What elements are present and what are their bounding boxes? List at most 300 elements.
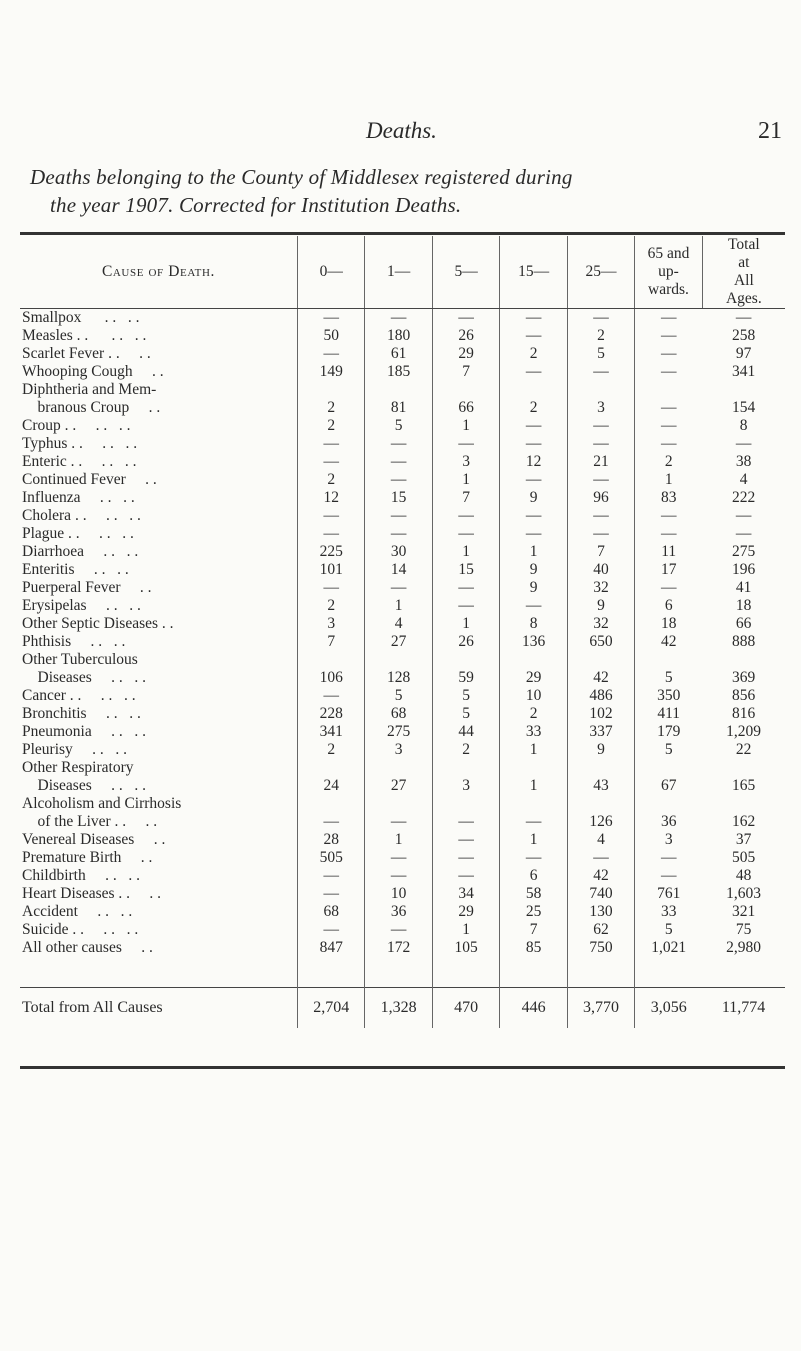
age-65-upwards-cell: 18 xyxy=(635,615,702,633)
age-0-cell xyxy=(297,759,364,777)
age-5-cell: 15 xyxy=(432,561,499,579)
age-1-cell: 172 xyxy=(365,939,432,957)
total-all-ages-cell: 41 xyxy=(735,579,752,596)
age-25-cell: 9 xyxy=(567,597,634,615)
table-row xyxy=(20,543,785,561)
age-25-cell: — xyxy=(567,849,634,867)
age-0-cell: 28 xyxy=(297,831,364,849)
running-head xyxy=(0,118,801,148)
total-age-1: 1,328 xyxy=(365,988,432,1029)
header-cause: Cause of Death. xyxy=(20,236,297,309)
caption-line-1: Deaths belonging to the County of Middlesex registered during xyxy=(30,165,573,189)
cause-cell: Measles . . . . . . xyxy=(22,327,147,344)
age-25-cell: — xyxy=(567,309,634,328)
age-5-cell: 59 xyxy=(432,669,499,687)
age-65-upwards-cell: — xyxy=(635,435,702,453)
age-25-cell: — xyxy=(567,435,634,453)
age-15-cell: — xyxy=(500,597,567,615)
age-0-cell: 341 xyxy=(297,723,364,741)
age-25-cell: 650 xyxy=(567,633,634,651)
caption-line-2: the year 1907. Corrected for Institution Deaths. xyxy=(50,193,462,217)
total-all-ages-cell: 321 xyxy=(731,903,756,920)
total-age-5: 470 xyxy=(432,988,499,1029)
table-row xyxy=(20,345,785,363)
age-25-cell: 42 xyxy=(567,669,634,687)
age-5-cell: 7 xyxy=(432,489,499,507)
age-25-cell: 337 xyxy=(567,723,634,741)
table-row xyxy=(20,381,785,399)
age-5-cell: 7 xyxy=(432,363,499,381)
age-25-cell: 126 xyxy=(567,813,634,831)
table-row xyxy=(20,417,785,435)
age-1-cell: 3 xyxy=(365,741,432,759)
total-all-ages: 11,774 xyxy=(702,988,785,1029)
age-5-cell: 1 xyxy=(432,543,499,561)
running-title: Deaths. xyxy=(366,118,437,143)
age-25-cell: 750 xyxy=(567,939,634,957)
age-15-cell: — xyxy=(500,525,567,543)
age-25-cell: — xyxy=(567,471,634,489)
age-65-upwards-cell: 17 xyxy=(635,561,702,579)
age-1-cell xyxy=(365,759,432,777)
deaths-table xyxy=(20,236,785,1028)
table-row xyxy=(20,399,785,417)
table-row xyxy=(20,741,785,759)
table-row xyxy=(20,651,785,669)
table-row xyxy=(20,867,785,885)
total-all-ages-cell: 48 xyxy=(735,867,752,884)
table-row xyxy=(20,705,785,723)
age-65-upwards-cell: — xyxy=(635,579,702,597)
total-all-ages-cell: — xyxy=(735,525,752,542)
total-all-ages-cell: 505 xyxy=(731,849,756,866)
cause-cell: Cholera . . . . . . xyxy=(22,507,141,524)
total-all-ages-cell: — xyxy=(735,507,752,524)
table-row xyxy=(20,525,785,543)
age-65-upwards-cell: 83 xyxy=(635,489,702,507)
total-all-ages-cell: 1,209 xyxy=(726,723,762,740)
cause-cell: Continued Fever . . xyxy=(22,471,157,488)
age-15-cell: 33 xyxy=(500,723,567,741)
table-row xyxy=(20,615,785,633)
age-5-cell xyxy=(432,381,499,399)
age-0-cell: 7 xyxy=(297,633,364,651)
age-5-cell: 1 xyxy=(432,417,499,435)
age-65-upwards-cell: 36 xyxy=(635,813,702,831)
table-body xyxy=(20,309,785,958)
table-row xyxy=(20,633,785,651)
age-5-cell: 1 xyxy=(432,615,499,633)
age-1-cell: — xyxy=(365,921,432,939)
cause-cell: Scarlet Fever . . . . xyxy=(22,345,151,362)
age-0-cell: 2 xyxy=(297,741,364,759)
total-all-ages-cell: 165 xyxy=(731,777,756,794)
age-1-cell: 30 xyxy=(365,543,432,561)
age-5-cell: 26 xyxy=(432,327,499,345)
table-row xyxy=(20,309,785,328)
table-row xyxy=(20,597,785,615)
total-all-ages-cell: — xyxy=(735,309,752,326)
age-25-cell: — xyxy=(567,363,634,381)
cause-cell: Suicide . . . . . . xyxy=(22,921,139,938)
cause-cell: of the Liver . . . . xyxy=(22,813,158,830)
age-65-upwards-cell xyxy=(635,795,702,813)
table-row xyxy=(20,939,785,957)
table-row xyxy=(20,435,785,453)
table-row xyxy=(20,813,785,831)
age-65-upwards-cell xyxy=(635,381,702,399)
age-5-cell: 1 xyxy=(432,921,499,939)
header-total-all-ages: Total at All Ages. xyxy=(702,236,785,309)
age-15-cell: 1 xyxy=(500,831,567,849)
table-row xyxy=(20,831,785,849)
table-row xyxy=(20,723,785,741)
age-1-cell: 36 xyxy=(365,903,432,921)
table-row xyxy=(20,885,785,903)
total-all-ages-cell: 258 xyxy=(731,327,756,344)
total-all-ages-cell: 369 xyxy=(731,669,756,686)
table-row xyxy=(20,363,785,381)
age-25-cell: 4 xyxy=(567,831,634,849)
age-1-cell: 4 xyxy=(365,615,432,633)
header-age-0: 0— xyxy=(297,236,364,309)
age-15-cell xyxy=(500,759,567,777)
age-15-cell: — xyxy=(500,813,567,831)
table-row xyxy=(20,687,785,705)
age-0-cell: 2 xyxy=(297,471,364,489)
bottom-rule xyxy=(20,1066,785,1069)
age-25-cell xyxy=(567,381,634,399)
age-65-upwards-cell: — xyxy=(635,345,702,363)
table-row xyxy=(20,579,785,597)
age-65-upwards-cell: — xyxy=(635,417,702,435)
age-5-cell: — xyxy=(432,813,499,831)
total-all-ages-cell xyxy=(702,651,785,669)
age-1-cell: 180 xyxy=(365,327,432,345)
age-15-cell: 25 xyxy=(500,903,567,921)
cause-cell: Childbirth . . . . xyxy=(22,867,140,884)
total-all-ages-cell: 196 xyxy=(731,561,756,578)
cause-cell: Puerperal Fever . . xyxy=(22,579,152,596)
age-5-cell: 29 xyxy=(432,345,499,363)
age-65-upwards-cell: — xyxy=(635,399,702,417)
age-0-cell: 2 xyxy=(297,399,364,417)
age-5-cell xyxy=(432,795,499,813)
age-25-cell: 102 xyxy=(567,705,634,723)
table-caption xyxy=(30,163,790,219)
age-5-cell: — xyxy=(432,597,499,615)
age-15-cell: 29 xyxy=(500,669,567,687)
age-65-upwards-cell: 6 xyxy=(635,597,702,615)
age-1-cell xyxy=(365,651,432,669)
age-25-cell: 9 xyxy=(567,741,634,759)
age-15-cell: 2 xyxy=(500,345,567,363)
age-1-cell: 275 xyxy=(365,723,432,741)
age-0-cell: 225 xyxy=(297,543,364,561)
age-25-cell: — xyxy=(567,507,634,525)
total-all-ages-cell: 1,603 xyxy=(726,885,762,902)
age-0-cell: 505 xyxy=(297,849,364,867)
age-5-cell: 5 xyxy=(432,705,499,723)
cause-cell: Whooping Cough . . xyxy=(22,363,164,380)
age-5-cell: 29 xyxy=(432,903,499,921)
age-1-cell: 1 xyxy=(365,831,432,849)
cause-cell: All other causes . . xyxy=(22,939,153,956)
age-25-cell xyxy=(567,651,634,669)
age-0-cell: 228 xyxy=(297,705,364,723)
age-15-cell: 9 xyxy=(500,489,567,507)
cause-cell: Enteric . . . . . . xyxy=(22,453,137,470)
age-25-cell: 43 xyxy=(567,777,634,795)
age-5-cell: 1 xyxy=(432,471,499,489)
age-25-cell: 740 xyxy=(567,885,634,903)
age-15-cell: — xyxy=(500,849,567,867)
header-row xyxy=(20,236,785,309)
age-65-upwards-cell: 5 xyxy=(635,741,702,759)
total-all-ages-cell: 856 xyxy=(731,687,756,704)
table-row xyxy=(20,561,785,579)
age-25-cell: — xyxy=(567,525,634,543)
age-65-upwards-cell: 67 xyxy=(635,777,702,795)
age-65-upwards-cell: 179 xyxy=(635,723,702,741)
total-all-ages-cell: 97 xyxy=(735,345,752,362)
age-15-cell xyxy=(500,381,567,399)
age-0-cell: 101 xyxy=(297,561,364,579)
table-row xyxy=(20,489,785,507)
age-1-cell: 185 xyxy=(365,363,432,381)
age-65-upwards-cell: — xyxy=(635,309,702,328)
age-15-cell: — xyxy=(500,327,567,345)
cause-cell: Cancer . . . . . . xyxy=(22,687,136,704)
age-15-cell: 1 xyxy=(500,777,567,795)
age-15-cell: — xyxy=(500,471,567,489)
age-1-cell: — xyxy=(365,471,432,489)
age-1-cell: — xyxy=(365,579,432,597)
cause-cell: branous Croup . . xyxy=(22,399,161,416)
cause-cell: Accident . . . . xyxy=(22,903,133,920)
age-0-cell: 3 xyxy=(297,615,364,633)
table-row xyxy=(20,507,785,525)
age-1-cell: 14 xyxy=(365,561,432,579)
age-15-cell: 9 xyxy=(500,579,567,597)
cause-cell: Plague . . . . . . xyxy=(22,525,134,542)
age-15-cell: 9 xyxy=(500,561,567,579)
age-0-cell xyxy=(297,651,364,669)
table-row xyxy=(20,777,785,795)
age-15-cell: 6 xyxy=(500,867,567,885)
age-65-upwards-cell: 5 xyxy=(635,669,702,687)
total-all-ages-cell: 66 xyxy=(735,615,752,632)
age-15-cell: 2 xyxy=(500,705,567,723)
age-0-cell: — xyxy=(297,507,364,525)
header-age-1: 1— xyxy=(365,236,432,309)
age-5-cell: 2 xyxy=(432,741,499,759)
age-5-cell: 26 xyxy=(432,633,499,651)
total-all-ages-cell: 18 xyxy=(735,597,752,614)
age-0-cell: — xyxy=(297,885,364,903)
age-65-upwards-cell: — xyxy=(635,525,702,543)
cause-cell: Erysipelas . . . . xyxy=(22,597,141,614)
age-0-cell: — xyxy=(297,309,364,328)
table-row xyxy=(20,849,785,867)
table-row xyxy=(20,903,785,921)
age-65-upwards-cell: 11 xyxy=(635,543,702,561)
age-0-cell: — xyxy=(297,435,364,453)
table-row xyxy=(20,921,785,939)
age-15-cell: 1 xyxy=(500,543,567,561)
age-25-cell: 7 xyxy=(567,543,634,561)
table-row xyxy=(20,327,785,345)
age-5-cell: 105 xyxy=(432,939,499,957)
age-65-upwards-cell: 350 xyxy=(635,687,702,705)
table-row xyxy=(20,759,785,777)
age-65-upwards-cell: — xyxy=(635,867,702,885)
age-65-upwards-cell: 1 xyxy=(635,471,702,489)
age-5-cell: — xyxy=(432,435,499,453)
age-0-cell: — xyxy=(297,345,364,363)
age-25-cell: 32 xyxy=(567,615,634,633)
age-65-upwards-cell: — xyxy=(635,507,702,525)
age-1-cell xyxy=(365,795,432,813)
cause-cell: Enteritis . . . . xyxy=(22,561,129,578)
age-65-upwards-cell: 33 xyxy=(635,903,702,921)
age-65-upwards-cell: — xyxy=(635,327,702,345)
total-row-label: Total from All Causes xyxy=(20,988,297,1029)
age-5-cell: 3 xyxy=(432,777,499,795)
age-15-cell: 136 xyxy=(500,633,567,651)
age-25-cell: 32 xyxy=(567,579,634,597)
age-5-cell: 44 xyxy=(432,723,499,741)
age-1-cell: 27 xyxy=(365,777,432,795)
age-0-cell: — xyxy=(297,687,364,705)
age-25-cell: 21 xyxy=(567,453,634,471)
age-5-cell: 3 xyxy=(432,453,499,471)
cause-cell: Croup . . . . . . xyxy=(22,417,131,434)
total-all-ages-cell: 341 xyxy=(731,363,756,380)
total-all-ages-cell: 154 xyxy=(731,399,756,416)
cause-cell: Phthisis . . . . xyxy=(22,633,126,650)
age-25-cell xyxy=(567,795,634,813)
age-15-cell: 8 xyxy=(500,615,567,633)
age-25-cell: 96 xyxy=(567,489,634,507)
age-5-cell: 34 xyxy=(432,885,499,903)
table-row xyxy=(20,471,785,489)
age-0-cell: — xyxy=(297,921,364,939)
cause-cell: Other Septic Diseases . . xyxy=(22,615,174,632)
age-0-cell: 149 xyxy=(297,363,364,381)
cause-cell: Diseases . . . . xyxy=(22,777,146,794)
age-0-cell: — xyxy=(297,867,364,885)
total-all-ages-cell: 75 xyxy=(735,921,752,938)
age-15-cell: — xyxy=(500,507,567,525)
age-15-cell: 58 xyxy=(500,885,567,903)
cause-cell: Bronchitis . . . . xyxy=(22,705,141,722)
spacer-row xyxy=(20,957,785,988)
header-age-65-upwards: 65 and up- wards. xyxy=(635,236,702,309)
top-rule xyxy=(20,232,785,235)
age-5-cell: 66 xyxy=(432,399,499,417)
cause-cell: Smallpox . . . . xyxy=(22,309,140,326)
age-15-cell: 1 xyxy=(500,741,567,759)
age-1-cell: — xyxy=(365,453,432,471)
age-1-cell: — xyxy=(365,507,432,525)
age-1-cell xyxy=(365,381,432,399)
cause-cell: Diseases . . . . xyxy=(22,669,146,686)
age-0-cell: 50 xyxy=(297,327,364,345)
age-0-cell: 847 xyxy=(297,939,364,957)
age-5-cell xyxy=(432,651,499,669)
total-age-25: 3,770 xyxy=(567,988,634,1029)
age-1-cell: — xyxy=(365,435,432,453)
age-65-upwards-cell xyxy=(635,759,702,777)
age-1-cell: — xyxy=(365,867,432,885)
age-0-cell: 12 xyxy=(297,489,364,507)
age-15-cell: — xyxy=(500,363,567,381)
cause-cell: Pleurisy . . . . xyxy=(22,741,128,758)
age-1-cell: 5 xyxy=(365,417,432,435)
total-all-ages-cell: 888 xyxy=(731,633,756,650)
age-25-cell: 5 xyxy=(567,345,634,363)
age-0-cell: 106 xyxy=(297,669,364,687)
total-all-ages-cell xyxy=(702,381,785,399)
header-age-5: 5— xyxy=(432,236,499,309)
cause-cell: Typhus . . . . . . xyxy=(22,435,138,452)
age-65-upwards-cell: 1,021 xyxy=(635,939,702,957)
total-all-ages-cell: 222 xyxy=(731,489,756,506)
age-1-cell: — xyxy=(365,309,432,328)
age-65-upwards-cell: — xyxy=(635,849,702,867)
age-5-cell: — xyxy=(432,849,499,867)
total-all-ages-cell: 162 xyxy=(731,813,756,830)
cause-cell: Premature Birth . . xyxy=(22,849,153,866)
total-all-ages-cell: 38 xyxy=(735,453,752,470)
age-5-cell: — xyxy=(432,507,499,525)
age-5-cell: — xyxy=(432,831,499,849)
age-15-cell xyxy=(500,651,567,669)
table-row xyxy=(20,669,785,687)
table-row xyxy=(20,453,785,471)
total-row xyxy=(20,988,785,1029)
age-1-cell: — xyxy=(365,849,432,867)
header-age-15: 15— xyxy=(500,236,567,309)
header-age-25: 25— xyxy=(567,236,634,309)
age-15-cell: — xyxy=(500,417,567,435)
age-1-cell: 61 xyxy=(365,345,432,363)
age-5-cell: — xyxy=(432,525,499,543)
age-0-cell: 24 xyxy=(297,777,364,795)
age-0-cell: 2 xyxy=(297,417,364,435)
age-25-cell xyxy=(567,759,634,777)
cause-cell: Heart Diseases . . . . xyxy=(22,885,162,902)
age-1-cell: 5 xyxy=(365,687,432,705)
total-age-65-upwards: 3,056 xyxy=(635,988,702,1029)
age-15-cell: 10 xyxy=(500,687,567,705)
page-number: 21 xyxy=(758,118,782,144)
age-25-cell: 130 xyxy=(567,903,634,921)
age-65-upwards-cell xyxy=(635,651,702,669)
total-age-0: 2,704 xyxy=(297,988,364,1029)
age-5-cell xyxy=(432,759,499,777)
age-0-cell xyxy=(297,795,364,813)
age-1-cell: — xyxy=(365,525,432,543)
age-65-upwards-cell: 411 xyxy=(635,705,702,723)
total-all-ages-cell: 4 xyxy=(739,471,748,488)
total-all-ages-cell xyxy=(702,795,785,813)
cause-cell: Alcoholism and Cirrhosis xyxy=(22,795,182,812)
table-row xyxy=(20,795,785,813)
cause-cell: Venereal Diseases . . xyxy=(22,831,166,848)
age-25-cell: — xyxy=(567,417,634,435)
